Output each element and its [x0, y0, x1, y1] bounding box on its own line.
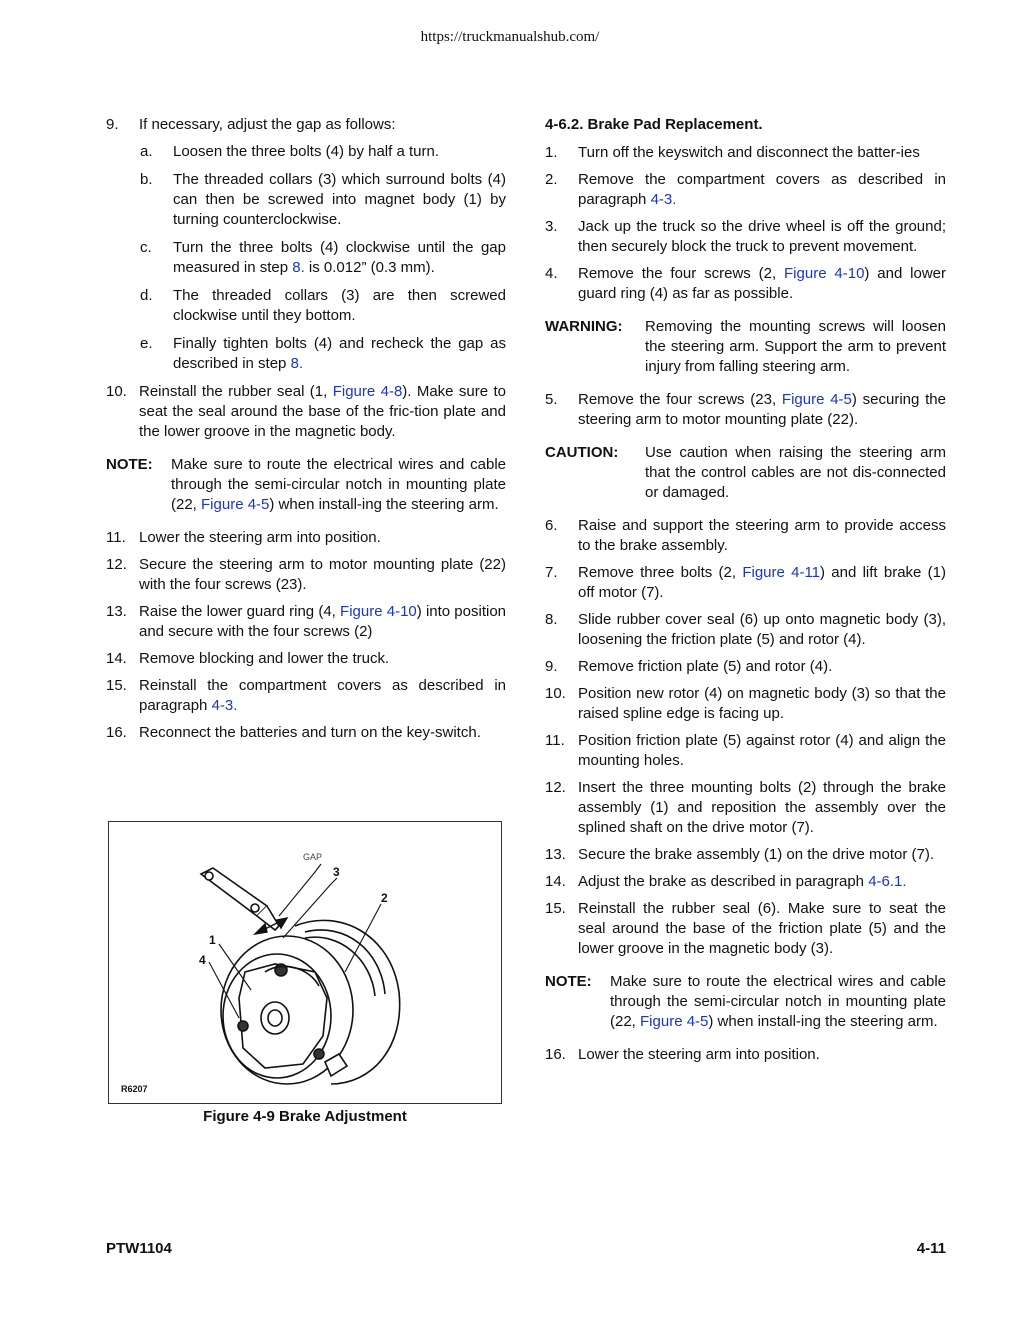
step-number: 15. [545, 900, 566, 917]
step-9 [545, 657, 946, 677]
substep-letter: b. [140, 171, 153, 188]
step-text: Reconnect the batteries and turn on the key-switch. [139, 724, 481, 741]
step-text: Remove the four screws (23, [578, 391, 782, 408]
note-label: NOTE: [545, 973, 592, 990]
brake-illustration [109, 822, 501, 1103]
caution-box [545, 443, 946, 503]
step-11 [106, 528, 506, 548]
source-url: https://truckmanualshub.com/ [420, 29, 600, 45]
substep-text: Loosen the three bolts (4) by half a turn. [173, 143, 439, 160]
step-text-end: ) and lift brake (1) off motor (7). [578, 564, 947, 601]
substep-text: Finally tighten bolts (4) and recheck the gap as described in step [173, 335, 506, 372]
step-number: 3. [545, 218, 558, 235]
step-text: Turn off the keyswitch and disconnect the batter-ies [578, 144, 920, 161]
note-box [106, 455, 506, 515]
substep-text-end: is 0.012” (0.3 mm). [304, 259, 435, 276]
substep-letter: c. [140, 239, 152, 256]
note-text-end: ) when install-ing the steering arm. [708, 1013, 938, 1030]
step-text: Lower the steering arm into position. [139, 529, 381, 546]
step-number: 16. [545, 1046, 566, 1063]
step-text: Remove blocking and lower the truck. [139, 650, 390, 667]
figure-4-10-link[interactable]: Figure 4-10 [340, 603, 417, 620]
callout-3: 3 [333, 865, 340, 879]
step-11 [545, 731, 946, 771]
step-text: Jack up the truck so the drive wheel is off the ground; then securely block the truck to prevent movement. [578, 218, 946, 255]
figure-caption: Figure 4-9 Brake Adjustment [203, 1108, 407, 1125]
figure-4-5-link[interactable]: Figure 4-5 [201, 496, 270, 513]
substep-text: Turn the three bolts (4) clockwise until the gap measured in step [173, 239, 506, 276]
step-text: Reinstall the rubber seal (1, [139, 383, 333, 400]
figure-4-8-link[interactable]: Figure 4-8 [332, 383, 403, 400]
step-12 [545, 778, 946, 838]
step-16 [545, 1045, 946, 1065]
substep-e [106, 334, 506, 374]
step-text: If necessary, adjust the gap as follows: [139, 116, 396, 133]
step-text: Remove three bolts (2, [578, 564, 743, 581]
note-text-end: ) when install-ing the steering arm. [269, 496, 499, 513]
substep-b [106, 170, 506, 230]
step-5 [545, 390, 946, 430]
figure-code: R6207 [121, 1084, 148, 1094]
step-text: Reinstall the compartment covers as described in paragraph [139, 677, 506, 714]
note-text: Make sure to route the electrical wires and cable through the semi-circular notch in mounting plate (22, [171, 456, 506, 513]
step-number: 10. [545, 685, 566, 702]
step-4 [545, 264, 946, 304]
step-number: 6. [545, 517, 558, 534]
substep-letter: a. [140, 143, 153, 160]
paragraph-4-3-link[interactable]: 4-3. [211, 697, 238, 714]
step-number: 2. [545, 171, 558, 188]
step-8-link[interactable]: 8. [290, 355, 304, 372]
step-number: 9. [106, 116, 119, 133]
step-8 [545, 610, 946, 650]
paragraph-4-6-1-link[interactable]: 4-6.1. [868, 873, 907, 890]
step-text-end: ). Make sure to seat the seal around the base of the fric-tion plate and the lower groove in the magnetic body. [139, 383, 506, 440]
paragraph-4-3-link[interactable]: 4-3. [650, 191, 677, 208]
step-text: Reinstall the rubber seal (6). Make sure to seat the seal around the base of the friction plate (5) and the lower groove in the magnetic body (3). [578, 900, 946, 957]
substep-letter: d. [140, 287, 153, 304]
step-number: 15. [106, 677, 127, 694]
caution-label: CAUTION: [545, 444, 619, 461]
substep-c [106, 238, 506, 278]
step-text: Slide rubber cover seal (6) up onto magnetic body (3), loosening the friction plate (5) and rotor (4). [578, 611, 946, 648]
substep-text: The threaded collars (3) are then screwed clockwise until they bottom. [173, 287, 506, 324]
step-text: Remove friction plate (5) and rotor (4). [578, 658, 833, 675]
substep-a [106, 142, 506, 162]
step-text: Position new rotor (4) on magnetic body (3) so that the raised spline edge is facing up. [578, 685, 946, 722]
step-15 [545, 899, 946, 959]
step-number: 14. [545, 873, 566, 890]
left-column [106, 115, 506, 750]
step-text: Position friction plate (5) against rotor (4) and align the mounting holes. [578, 732, 946, 769]
step-12 [106, 555, 506, 595]
step-6 [545, 516, 946, 556]
caution-text: Use caution when raising the steering arm that the control cables are not dis-connected or damaged. [645, 444, 946, 501]
step-text: Adjust the brake as described in paragraph [578, 873, 869, 890]
step-1 [545, 143, 946, 163]
step-8-link[interactable]: 8. [292, 259, 305, 276]
note-text: Make sure to route the electrical wires and cable through the semi-circular notch in mounting plate (22, [610, 973, 946, 1030]
warning-label: WARNING: [545, 318, 623, 335]
step-number: 1. [545, 144, 558, 161]
feeler-gauge [201, 868, 279, 930]
figure-4-10-link[interactable]: Figure 4-10 [784, 265, 865, 282]
brake-adjustment-figure [108, 821, 502, 1104]
step-number: 10. [106, 383, 127, 400]
step-15 [106, 676, 506, 716]
step-14 [545, 872, 946, 892]
step-number: 7. [545, 564, 558, 581]
page-number: 4-11 [916, 1240, 946, 1257]
step-number: 12. [545, 779, 566, 796]
step-16 [106, 723, 506, 743]
warning-text: Removing the mounting screws will loosen the steering arm. Support the arm to prevent injury from falling steering arm. [645, 318, 946, 375]
step-text: Secure the steering arm to motor mounting plate (22) with the four screws (23). [139, 556, 506, 593]
step-7 [545, 563, 946, 603]
step-number: 11. [545, 732, 565, 749]
note-label: NOTE: [106, 456, 153, 473]
right-column [545, 115, 946, 1072]
step-2 [545, 170, 946, 210]
callout-1: 1 [209, 933, 216, 947]
step-number: 16. [106, 724, 127, 741]
step-13 [545, 845, 946, 865]
step-text: Remove the compartment covers as described in paragraph [578, 171, 946, 208]
step-number: 14. [106, 650, 127, 667]
step-number: 5. [545, 391, 558, 408]
step-14 [106, 649, 506, 669]
step-text-end: ) into position and secure with the four screws (2) [139, 603, 507, 640]
brake-body [221, 936, 353, 1084]
step-text: Remove the four screws (2, [578, 265, 785, 282]
step-number: 9. [545, 658, 558, 675]
step-text: Raise the lower guard ring (4, [139, 603, 341, 620]
callout-2: 2 [381, 891, 388, 905]
substep-text: The threaded collars (3) which surround bolts (4) can then be screwed into magnet body (1) by turning counterclockwise. [173, 171, 506, 228]
step-10 [545, 684, 946, 724]
step-13 [106, 602, 506, 642]
step-text-end: ) securing the steering arm to motor mounting plate (22). [578, 391, 946, 428]
callout-4: 4 [199, 953, 206, 967]
substep-d [106, 286, 506, 326]
step-text: Raise and support the steering arm to provide access to the brake assembly. [578, 517, 946, 554]
step-number: 11. [106, 529, 126, 546]
note-box [545, 972, 946, 1032]
document-id: PTW1104 [106, 1240, 172, 1257]
step-10 [106, 382, 506, 442]
step-text: Insert the three mounting bolts (2) through the brake assembly (1) and reposition the assembly over the splined shaft on the drive motor (7). [578, 779, 946, 836]
step-number: 13. [545, 846, 566, 863]
gap-label: GAP [303, 852, 323, 862]
warning-box [545, 317, 946, 377]
step-text-end: ) and lower guard ring (4) as far as possible. [578, 265, 946, 302]
figure-4-5-link[interactable]: Figure 4-5 [781, 391, 852, 408]
section-heading: 4-6.2. Brake Pad Replacement. [545, 116, 763, 133]
figure-4-5-link[interactable]: Figure 4-5 [640, 1013, 709, 1030]
figure-4-11-link[interactable]: Figure 4-11 [742, 564, 821, 581]
step-3 [545, 217, 946, 257]
step-text: Secure the brake assembly (1) on the drive motor (7). [578, 846, 934, 863]
step-number: 8. [545, 611, 558, 628]
step-number: 13. [106, 603, 127, 620]
step-number: 4. [545, 265, 558, 282]
step-text: Lower the steering arm into position. [578, 1046, 820, 1063]
step-number: 12. [106, 556, 127, 573]
substep-letter: e. [140, 335, 153, 352]
step-9 [106, 115, 506, 135]
